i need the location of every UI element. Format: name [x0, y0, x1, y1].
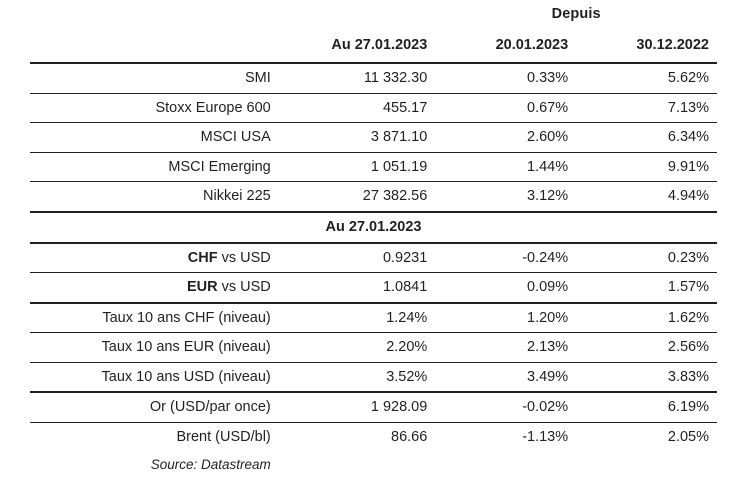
row-label — [30, 123, 281, 152]
source-label: Source: Datastream — [150, 456, 271, 472]
row-value-2: 0.09% — [527, 279, 569, 296]
table-row — [30, 363, 717, 393]
row-value-3: 2.05% — [667, 428, 709, 445]
row-value-1: 3.52% — [386, 368, 428, 385]
row-label — [30, 304, 281, 333]
row-value-1: 11 332.30 — [363, 70, 428, 87]
row-label-text: SMI — [244, 70, 271, 87]
row-label — [30, 273, 281, 303]
row-label — [30, 153, 281, 182]
row-label — [30, 333, 281, 362]
row-value-2: 1.44% — [527, 158, 569, 175]
column-header-date-3: 30.12.2022 — [636, 36, 709, 53]
table-row — [30, 304, 717, 333]
row-value-3: 5.62% — [667, 70, 709, 87]
row-label-bold: CHF — [187, 249, 218, 266]
table-row — [30, 64, 717, 93]
row-label-text: MSCI Emerging — [168, 158, 271, 175]
column-header-date-1: Au 27.01.2023 — [331, 36, 428, 53]
row-value-2: 3.12% — [527, 188, 569, 205]
row-label — [30, 244, 281, 273]
row-value-3: 7.13% — [667, 99, 709, 116]
row-value-1: 86.66 — [391, 428, 428, 445]
row-value-3: 1.62% — [667, 309, 709, 326]
row-label — [30, 64, 281, 93]
row-value-2: 0.67% — [527, 99, 569, 116]
table-row — [30, 273, 717, 303]
table-row — [30, 94, 717, 123]
row-label-text: vs USD — [217, 279, 271, 296]
row-label — [30, 94, 281, 123]
row-value-3: 1.57% — [667, 279, 709, 296]
section-header-label: Au 27.01.2023 — [325, 219, 422, 235]
row-value-3: 9.91% — [667, 158, 709, 175]
table-row — [30, 182, 717, 212]
row-value-2: 1.20% — [527, 309, 569, 326]
row-value-3: 6.34% — [667, 129, 709, 146]
column-header-label — [30, 31, 281, 63]
table-row — [30, 393, 717, 422]
group-header-blank-2 — [281, 0, 436, 31]
source-row — [30, 451, 717, 477]
market-data-table — [30, 0, 717, 477]
row-value-2: -0.02% — [522, 399, 569, 416]
row-value-2: -1.13% — [522, 428, 569, 445]
row-label-bold: EUR — [186, 279, 218, 296]
row-value-1: 2.20% — [386, 339, 428, 356]
row-value-1: 455.17 — [382, 99, 428, 116]
row-value-3: 4.94% — [667, 188, 709, 205]
row-value-1: 3 871.10 — [370, 129, 428, 146]
table-row — [30, 333, 717, 362]
row-value-1: 1.24% — [386, 309, 428, 326]
row-label-text: Or (USD/par once) — [149, 399, 271, 416]
row-label-text: Brent (USD/bl) — [176, 428, 271, 445]
row-value-1: 1 051.19 — [370, 158, 428, 175]
row-value-1: 0.9231 — [382, 249, 428, 266]
row-value-1: 27 382.56 — [362, 188, 428, 205]
row-label-text: Taux 10 ans CHF (niveau) — [102, 309, 271, 326]
row-label-text: MSCI USA — [200, 129, 271, 146]
row-label-text: Nikkei 225 — [203, 188, 271, 205]
row-value-3: 2.56% — [667, 339, 709, 356]
table-row — [30, 244, 717, 273]
row-label — [30, 182, 281, 212]
table-row — [30, 153, 717, 182]
row-label-text: vs USD — [217, 249, 271, 266]
row-value-1: 1 928.09 — [370, 399, 428, 416]
row-label — [30, 363, 281, 393]
row-value-2: 0.33% — [527, 70, 569, 87]
group-header-row — [30, 0, 717, 31]
row-value-3: 0.23% — [667, 249, 709, 266]
column-header-date-2: 20.01.2023 — [495, 36, 569, 53]
row-label — [30, 393, 281, 422]
row-value-3: 6.19% — [667, 399, 709, 416]
section-header-row — [30, 213, 717, 243]
table-row — [30, 123, 717, 152]
row-label — [30, 423, 281, 452]
column-header-row — [30, 31, 717, 63]
row-value-2: -0.24% — [522, 249, 569, 266]
row-value-2: 3.49% — [527, 368, 569, 385]
row-value-1: 1.0841 — [382, 279, 428, 296]
row-label-text: Taux 10 ans USD (niveau) — [101, 368, 271, 385]
group-header-depuis: Depuis — [551, 6, 601, 22]
row-value-3: 3.83% — [667, 368, 709, 385]
row-value-2: 2.60% — [527, 129, 569, 146]
row-label-text: Stoxx Europe 600 — [155, 99, 271, 116]
row-label-text: Taux 10 ans EUR (niveau) — [101, 339, 271, 356]
row-value-2: 2.13% — [527, 339, 569, 356]
group-header-blank — [30, 0, 281, 31]
table-row — [30, 423, 717, 452]
